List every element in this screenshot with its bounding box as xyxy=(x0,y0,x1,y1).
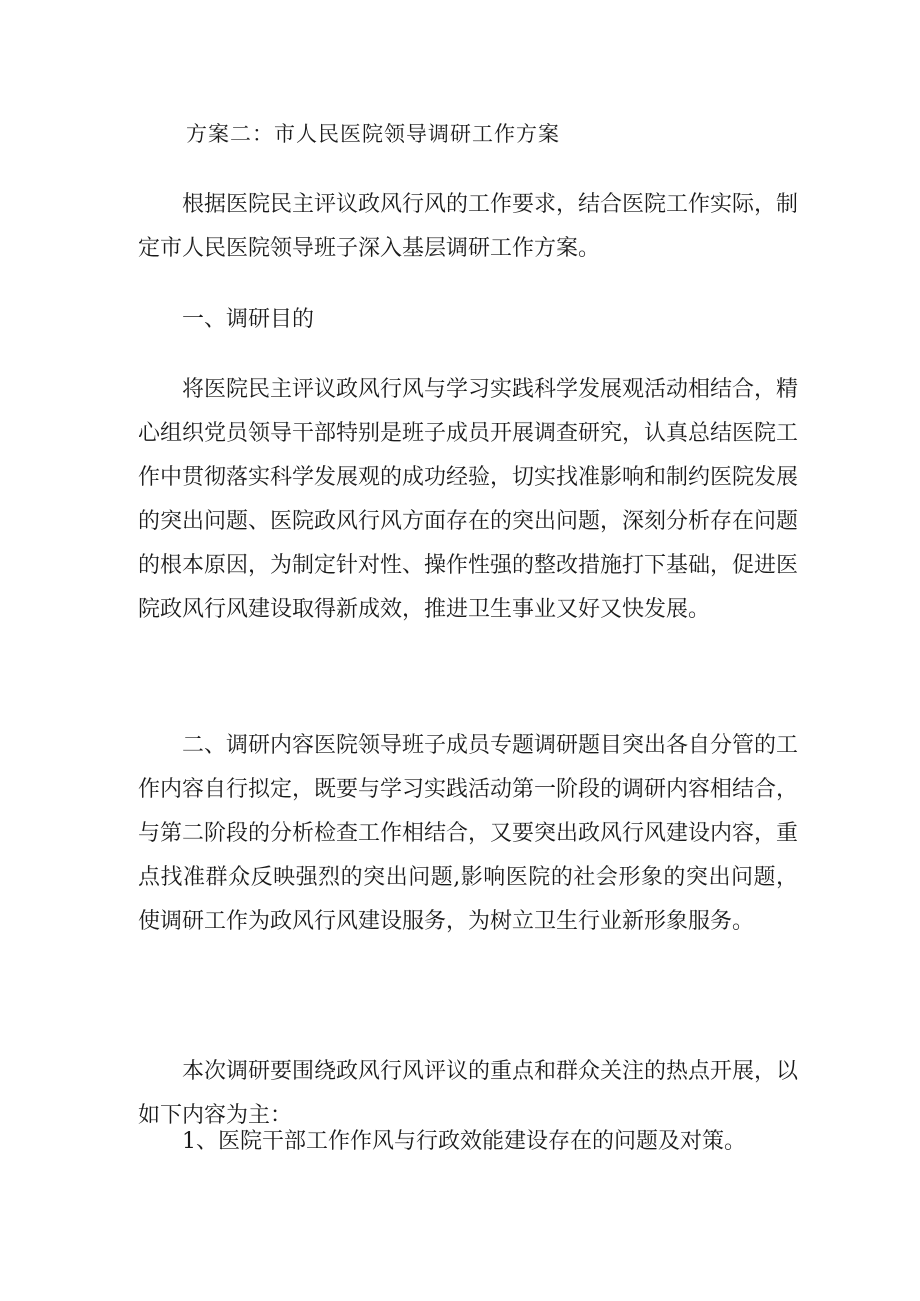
section1-heading: 一、调研目的 xyxy=(182,307,315,332)
document-title: 方案二：市人民医院领导调研工作方案 xyxy=(186,122,560,146)
section1-paragraph: 将医院民主评议政风行风与学习实践科学发展观活动相结合，精心组织党员领导干部特别是班子成员开展调查研究，认真总结医院工作中贯彻落实科学发展观的成功经验，切实找准影响和制约医院发展的突出问题、医院政风行风方面存在的突出问题，深刻分析存在问题的根本原因，为制定针对性、操作性强的整改措施打下基础，促进医院政风行风建设取得新成效，推进卫生事业又好又快发展。 xyxy=(138,377,799,622)
intro-paragraph: 根据医院民主评议政风行风的工作要求，结合医院工作实际，制定市人民医院领导班子深入基层调研工作方案。 xyxy=(138,192,799,261)
section2-note-paragraph: 本次调研要围绕政风行风评议的重点和群众关注的热点开展，以如下内容为主： xyxy=(138,1059,799,1128)
section2-paragraph: 二、调研内容医院领导班子成员专题调研题目突出各自分管的工作内容自行拟定，既要与学习实践活动第一阶段的调研内容相结合，与第二阶段的分析检查工作相结合，又要突出政风行风建设内容，重点找准群众反映强烈的突出问题,影响医院的社会形象的突出问题，使调研工作为政风行风建设服务，为树立卫生行业新形象服务。 xyxy=(138,733,799,934)
list-item: 1、医院干部工作作风与行政效能建设存在的问题及对策。 xyxy=(182,1129,746,1154)
